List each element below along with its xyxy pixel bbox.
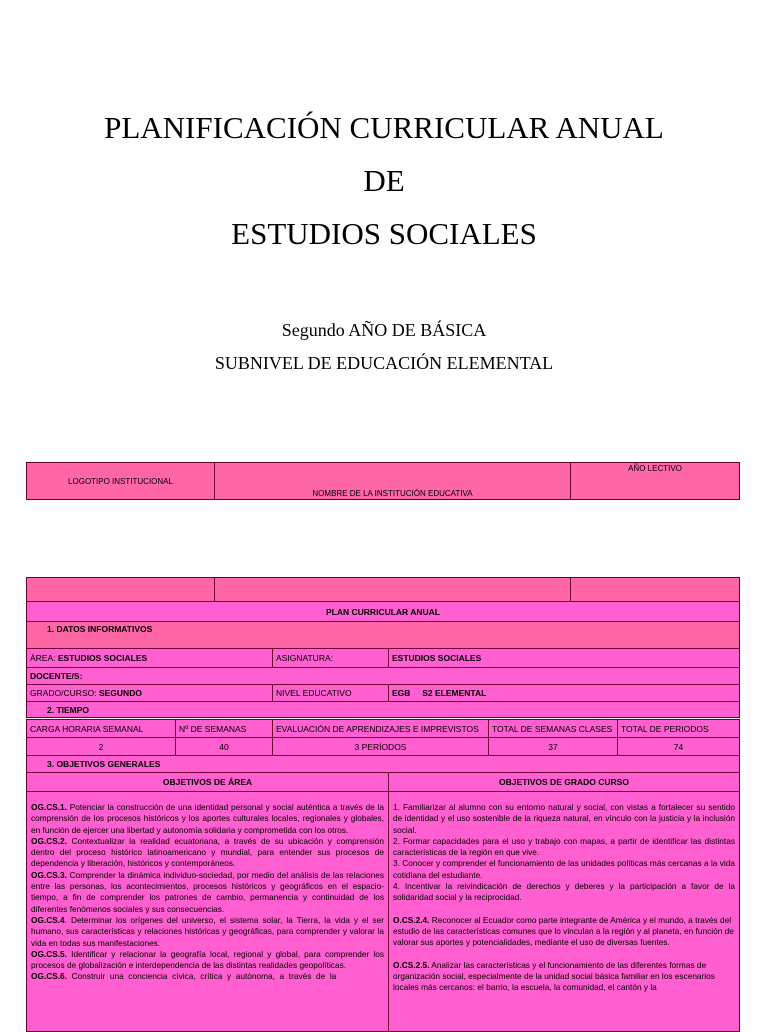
doc-title-line2: DE xyxy=(363,163,405,198)
tiempo-value-total-semanas: 37 xyxy=(489,738,618,756)
blank-cell xyxy=(27,578,215,602)
objetivo-area-item: OG.CS.5. Identificar y relacionar la geografía local, regional y global, para comprender los procesos de globalización e interdependencia de las distintas realidades geopolíticas. xyxy=(31,948,384,971)
blank-cell xyxy=(215,578,571,602)
doc-subtitle-grade: Segundo AÑO DE BÁSICA xyxy=(281,320,487,340)
tiempo-header-evaluacion: EVALUACIÓN DE APRENDIZAJES E IMPREVISTOS xyxy=(273,720,489,738)
nivel-label: NIVEL EDUCATIVO xyxy=(273,685,389,702)
school-year-cell: AÑO LECTIVO xyxy=(571,463,740,500)
objetivo-grado-item: O.CS.2.5. Analizar las características y el funcionamiento de las diferentes formas de organización social, especialmente de la unidad social básica familiar en los escenarios locales más cercanos: el barrio, la escuela, la comunidad, el cantón y la xyxy=(393,959,715,993)
objetivo-area-item: OG.CS.6. Construir una conciencia cívica, crítica y autónoma, a través de la xyxy=(31,971,337,982)
asignatura-label: ASIGNATURA: xyxy=(273,649,389,668)
datos-table-2 xyxy=(26,667,740,718)
objetivo-area-item: OG.CS.2. Contextualizar la realidad ecuatoriana, a través de su ubicación y comprensión dentro del proceso histórico latinoamericano y mundial, para entender sus procesos de dependencia y liberación, históricos y contemporáneos. xyxy=(31,835,384,869)
institution-name-cell: NOMBRE DE LA INSTITUCIÓN EDUCATIVA xyxy=(215,463,571,500)
objetivo-area-item: OG.CS.4. Determinar los orígenes del universo, el sistema solar, la Tierra, la vida y el ser humano, sus características y relaciones históricas y geográficas, para comprender y valorar la vida en todas sus manifestaciones. xyxy=(31,914,384,948)
area-label: ÁREA: xyxy=(30,653,56,663)
tiempo-value-total-periodos: 74 xyxy=(618,738,740,756)
objetivo-grado-item: 1. Familiarizar al alumno con su entorno natural y social, con vistas a fortalecer su sentido de identidad y el uso sostenible de la riqueza natural, en vínculo con la justicia y la inclusión social. xyxy=(393,802,735,835)
grado-cell xyxy=(27,685,273,702)
area-cell xyxy=(27,649,273,668)
objetivos-grado-header: OBJETIVOS DE GRADO CURSO xyxy=(389,773,740,792)
blank-cell xyxy=(571,578,740,602)
objetivos-area-content xyxy=(27,792,389,1032)
tiempo-value-semanas: 40 xyxy=(176,738,273,756)
area-value: ESTUDIOS SOCIALES xyxy=(57,653,148,663)
tiempo-header-total-semanas: TOTAL DE SEMANAS CLASES xyxy=(489,720,618,738)
section-tiempo: 2. TIEMPO xyxy=(27,702,740,718)
doc-subtitle-level: SUBNIVEL DE EDUCACIÓN ELEMENTAL xyxy=(214,353,554,373)
asignatura-value: ESTUDIOS SOCIALES xyxy=(389,649,740,668)
grado-label: GRADO/CURSO: xyxy=(30,688,97,698)
tiempo-value-carga: 2 xyxy=(27,738,176,756)
plan-title: PLAN CURRICULAR ANUAL xyxy=(27,602,740,622)
tiempo-table xyxy=(26,719,740,773)
tiempo-value-evaluacion: 3 PERÍODOS xyxy=(273,738,489,756)
objetivo-area-item: OG.CS.1. Potenciar la construcción de una identidad personal y social auténtica a través de la comprensión de los procesos históricos y los aportes culturales locales, regionales y globales, en función de ejercer una libertad y autonomía solidaria y comprometida con los otros. xyxy=(31,802,384,835)
logo-cell: LOGOTIPO INSTITUCIONAL xyxy=(27,463,215,500)
objetivo-grado-item: 2. Formar capacidades para el uso y trabajo con mapas, a partir de identificar las distintas características de la región en que vive. xyxy=(393,835,735,858)
objetivos-area-header: OBJETIVOS DE ÁREA xyxy=(27,773,389,792)
tiempo-header-total-periodos: TOTAL DE PERIODOS xyxy=(618,720,740,738)
doc-title-line1: PLANIFICACIÓN CURRICULAR ANUAL xyxy=(104,110,664,145)
doc-title-line3: ESTUDIOS SOCIALES xyxy=(231,216,537,251)
objetivos-grado-content xyxy=(389,792,740,1032)
objetivo-grado-item: O.CS.2.4. Reconocer al Ecuador como parte integrante de América y el mundo, a través del estudio de las características comunes que lo vinculan a la región y al planeta, en función de valorar sus aportes y potencialidades, mediante el uso de diversas fuentes. xyxy=(393,914,734,948)
tiempo-header-semanas: Nº DE SEMANAS xyxy=(176,720,273,738)
tiempo-header-carga: CARGA HORARIA SEMANAL xyxy=(27,720,176,738)
objetivo-area-item: OG.CS.3. Comprender la dinámica individuo-sociedad, por medio del análisis de las relaciones entre las personas, los acontecimientos, procesos históricos y geográficos en el espacio-tiempo, a fin de comprender los patrones de cambio, permanencia y continuidad de los diferentes fenómenos sociales y sus consecuencias. xyxy=(31,869,384,914)
plan-table-top xyxy=(26,577,740,649)
objetivo-grado-item: 3. Conocer y comprender el funcionamiento de las unidades políticas más cercanas a la vida cotidiana del estudiante. xyxy=(393,858,735,880)
grado-value: SEGUNDO xyxy=(98,688,142,698)
objetivos-table xyxy=(26,772,740,1032)
section-datos-informativos: 1. DATOS INFORMATIVOS xyxy=(27,622,740,649)
section-objetivos-generales: 3. OBJETIVOS GENERALES xyxy=(27,756,740,773)
nivel-value: EGB S2 ELEMENTAL xyxy=(389,685,740,702)
objetivo-grado-item: 4. Incentivar la reivindicación de derechos y deberes y la participación a favor de la solidaridad social y la reciprocidad. xyxy=(393,881,735,903)
datos-table xyxy=(26,648,740,668)
institution-header-table xyxy=(26,462,740,500)
docente-label: DOCENTE/S: xyxy=(27,668,740,685)
